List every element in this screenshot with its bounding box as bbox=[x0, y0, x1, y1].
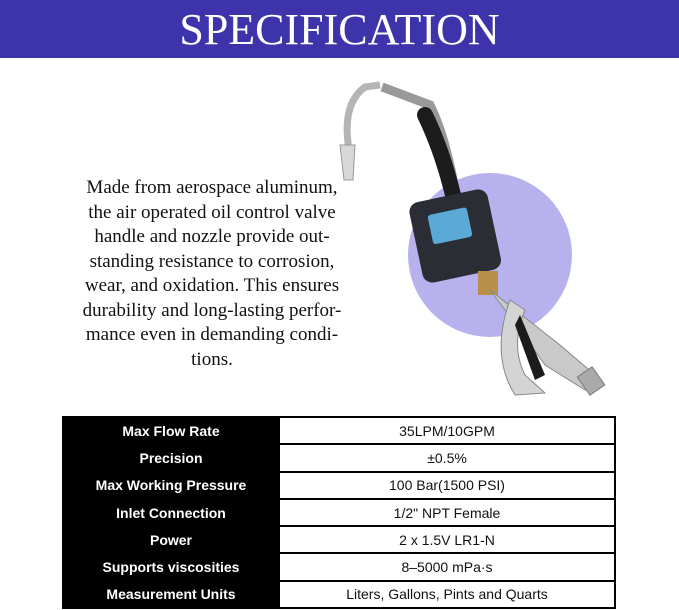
spec-label: Max Working Pressure bbox=[63, 472, 279, 499]
description-line: the air operated oil control valve bbox=[88, 201, 336, 223]
spec-label: Max Flow Rate bbox=[63, 417, 279, 444]
spec-value: 8–5000 mPa·s bbox=[279, 553, 615, 580]
spec-value: 35LPM/10GPM bbox=[279, 417, 615, 444]
spec-value: Liters, Gallons, Pints and Quarts bbox=[279, 581, 615, 608]
table-row bbox=[63, 444, 615, 471]
spec-label: Measurement Units bbox=[63, 581, 279, 608]
description-line: standing resistance to corrosion, bbox=[89, 250, 335, 272]
oil-nozzle-product-image bbox=[320, 75, 620, 410]
description-line: durability and long-lasting perfor- bbox=[82, 299, 342, 321]
spec-table bbox=[62, 416, 616, 609]
spec-value: 2 x 1.5V LR1-N bbox=[279, 526, 615, 553]
spec-value: ±0.5% bbox=[279, 444, 615, 471]
table-row bbox=[63, 553, 615, 580]
table-row bbox=[63, 472, 615, 499]
table-row bbox=[63, 499, 615, 526]
description-line: handle and nozzle provide out- bbox=[94, 226, 330, 247]
header-banner bbox=[0, 0, 679, 58]
spec-label: Power bbox=[63, 526, 279, 553]
table-row bbox=[63, 526, 615, 553]
table-row bbox=[63, 581, 615, 608]
spec-value: 100 Bar(1500 PSI) bbox=[279, 472, 615, 499]
description-line: Made from aerospace aluminum, bbox=[86, 177, 338, 198]
description-line: wear, and oxidation. This ensures bbox=[84, 275, 340, 296]
nozzle-tip bbox=[340, 145, 355, 180]
description-line: tions. bbox=[191, 348, 233, 370]
spec-value: 1/2" NPT Female bbox=[279, 499, 615, 526]
description-line: mance even in demanding condi- bbox=[85, 324, 339, 345]
table-row bbox=[63, 417, 615, 444]
page-title: SPECIFICATION bbox=[179, 4, 500, 54]
product-description bbox=[62, 176, 362, 372]
spec-label: Inlet Connection bbox=[63, 499, 279, 526]
hose-grip bbox=[425, 115, 453, 195]
spec-label: Precision bbox=[63, 444, 279, 471]
brass-fitting bbox=[478, 271, 498, 295]
spec-label: Supports viscosities bbox=[63, 553, 279, 580]
